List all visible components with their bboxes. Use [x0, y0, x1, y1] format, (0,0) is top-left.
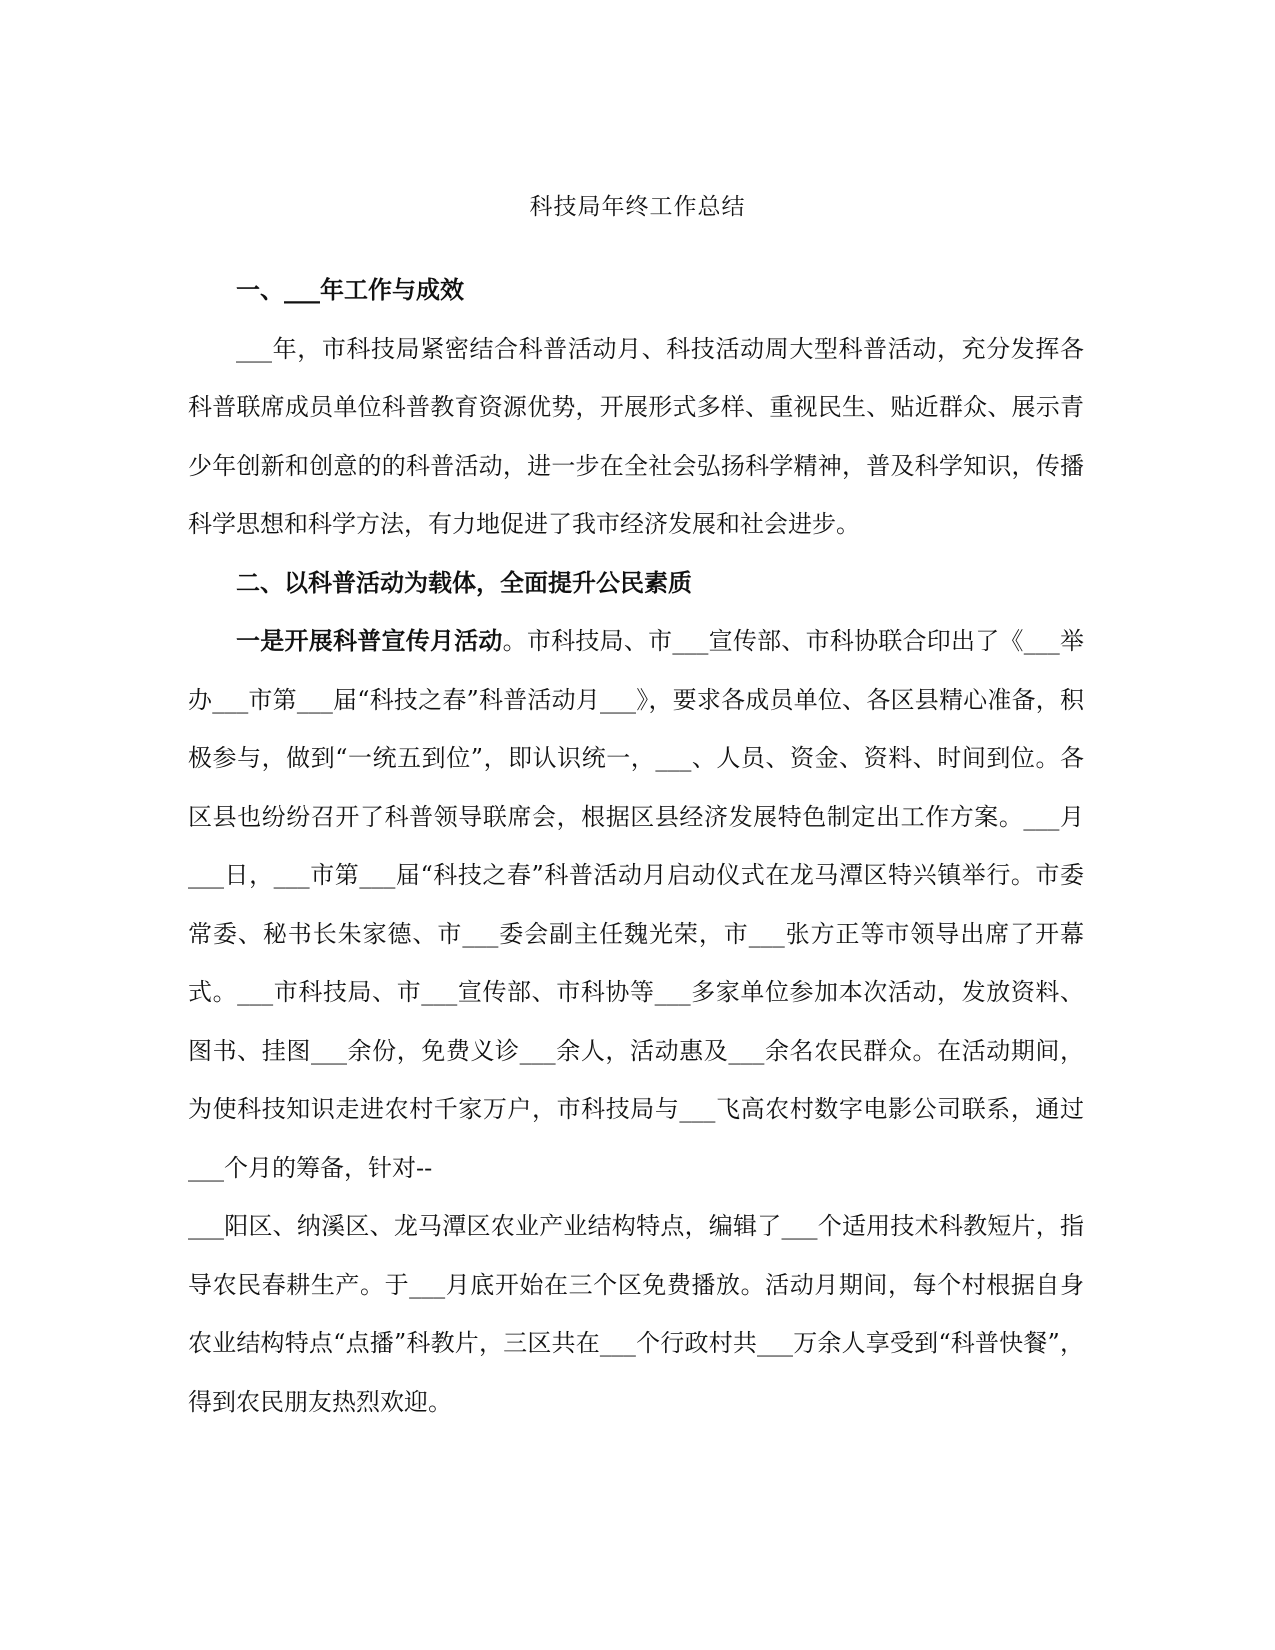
- section2-heading: 二、以科普活动为载体，全面提升公民素质: [236, 567, 692, 597]
- section1-heading: 一、___年工作与成效: [236, 275, 464, 304]
- document-title: 科技局年终工作总结: [529, 194, 746, 220]
- section1-paragraph: ___年，市科技局紧密结合科普活动月、科技活动周大型科普活动，充分发挥各科普联席成员单位科普教育资源优势，开展形式多样、重视民生、贴近群众、展示青少年创新和创意的的科普活动，进一步在全社会弘扬科学精神，普及科学知识，传播科学思想和科学方法，有力地促进了我市经济发展和社会进步。: [188, 334, 1084, 538]
- section2-lead: 一是开展科普宣传月活动: [236, 626, 503, 655]
- section2-paragraph-continued: ___阳区、纳溪区、龙马潭区农业产业结构特点，编辑了___个适用技术科教短片，指导农民春耕生产。于___月底开始在三个区免费播放。活动月期间，每个村根据自身农业结构特点“点播”科教片，三区共在___个行政村共___万余人享受到“科普快餐”，得到农民朋友热烈欢迎。: [188, 1212, 1084, 1416]
- document-body: [188, 261, 1084, 1431]
- section2-paragraph: [188, 612, 1084, 1197]
- section2-paragraph-text: 。市科技局、市___宣传部、市科协联合印出了《___举办___市第___届“科技之春”科普活动月___》，要求各成员单位、各区县精心准备，积极参与，做到“一统五到位”，即认识统一，___、人员、资金、资料、时间到位。各区县也纷纷召开了科普领导联席会，根据区县经济发展特色制定出工作方案。___月___日，___市第___届“科技之春”科普活动月启动仪式在龙马潭区特兴镇举行。市委常委、秘书长朱家德、市___委会副主任魏光荣，市___张方正等市领导出席了开幕式。___市科技局、市___宣传部、市科协等___多家单位参加本次活动，发放资料、图书、挂图___余份，免费义诊___余人，活动惠及___余名农民群众。在活动期间，为使科技知识走进农村千家万户，市科技局与___飞高农村数字电影公司联系，通过___个月的筹备，针对--: [188, 627, 1085, 1182]
